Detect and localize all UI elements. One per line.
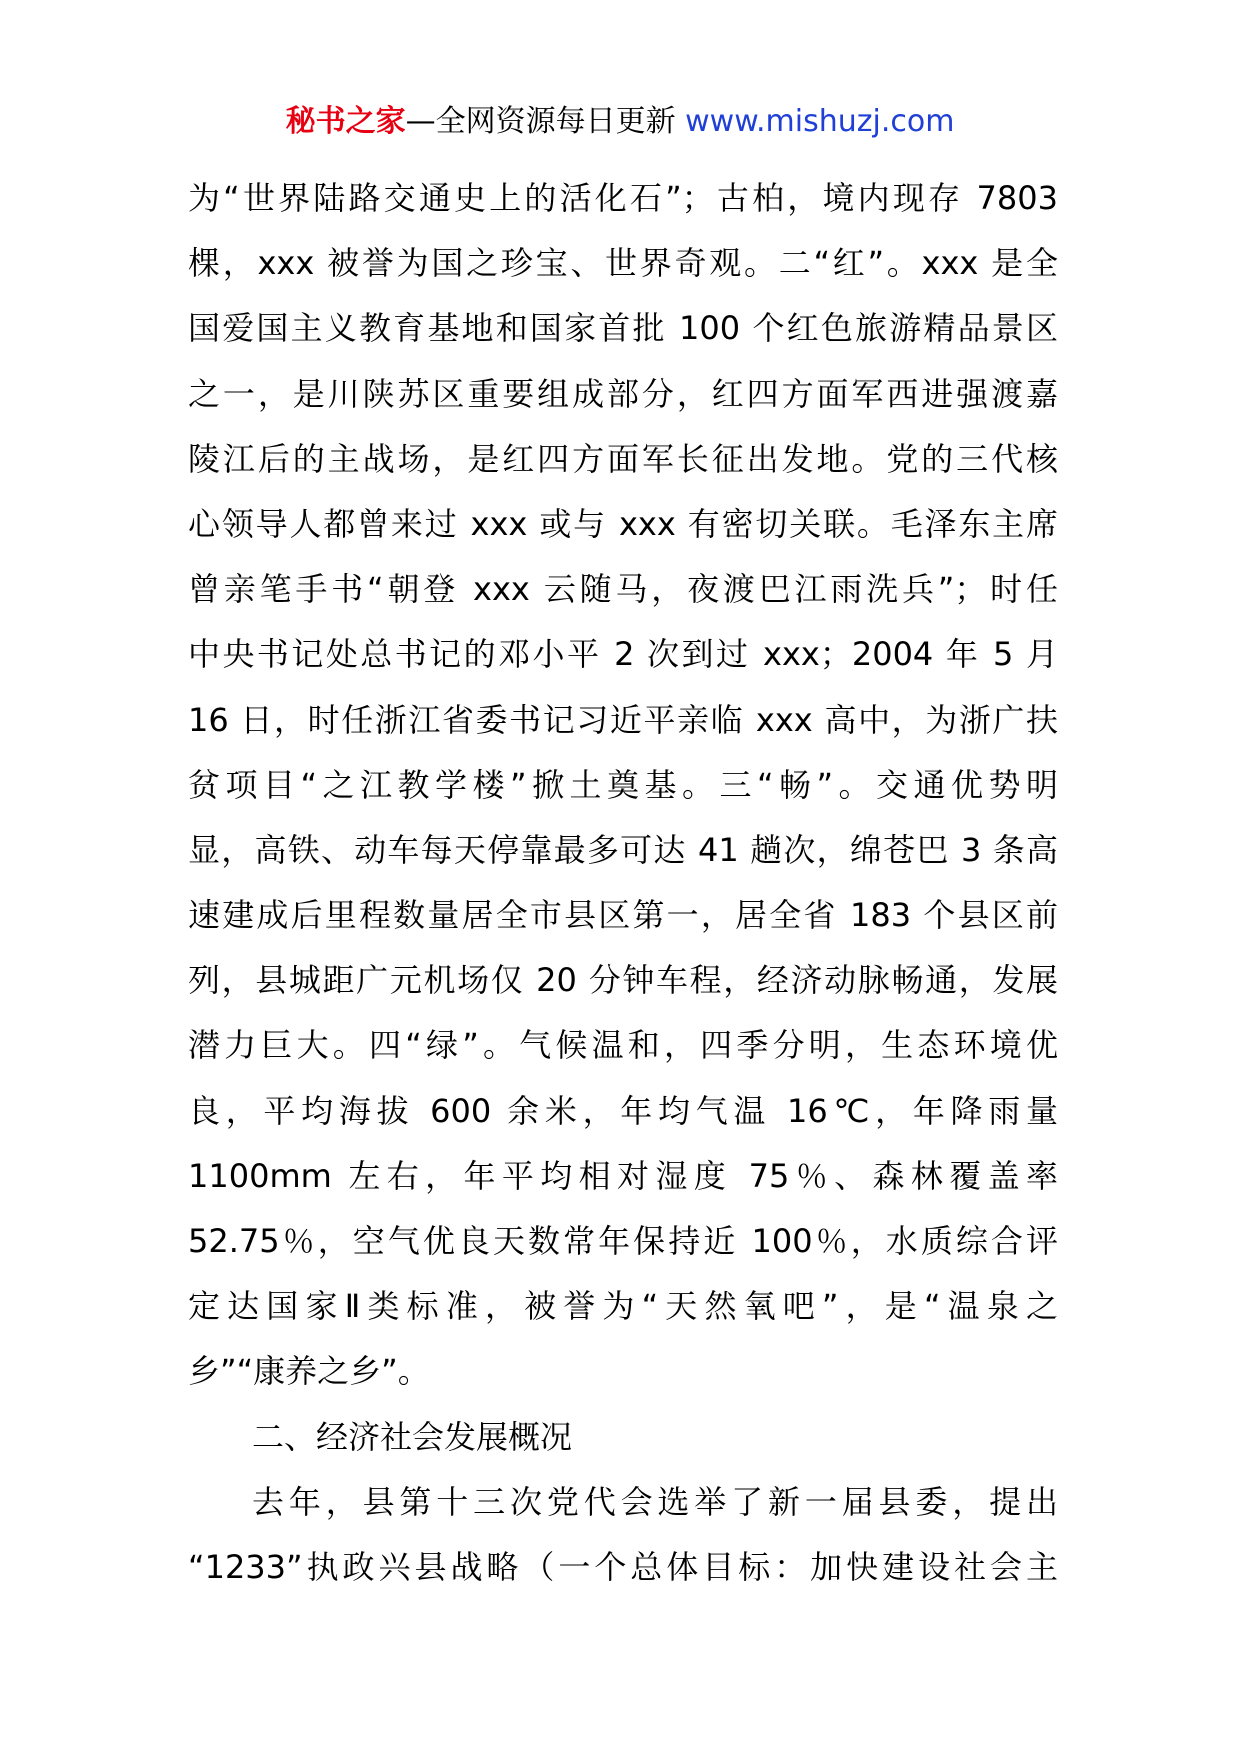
text-line: 列，县城距广元机场仅 20 分钟车程，经济动脉畅通，发展 — [188, 961, 1058, 1000]
text-line: 乡”“康养之乡”。 — [188, 1352, 430, 1391]
document-body — [188, 166, 1058, 1600]
text-line: 中央书记处总书记的邓小平 2 次到过 xxx；2004 年 5 月 — [188, 635, 1058, 674]
section-heading: 二、经济社会发展概况 — [252, 1417, 573, 1456]
header-slogan: —全网资源每日更新 — [405, 104, 676, 139]
text-line: 曾亲笔手书“朝登 xxx 云随马，夜渡巴江雨洗兵”；时任 — [188, 570, 1058, 609]
text-line: 棵，xxx 被誉为国之珍宝、世界奇观。二“红”。xxx 是全 — [188, 244, 1058, 283]
text-line: 16 日，时任浙江省委书记习近平亲临 xxx 高中，为浙广扶 — [188, 700, 1058, 739]
text-line: 52.75％，空气优良天数常年保持近 100％，水质综合评 — [188, 1222, 1058, 1260]
text-line: 显，高铁、动车每天停靠最多可达 41 趟次，绵苍巴 3 条高 — [188, 830, 1058, 869]
text-line: 潜力巨大。四“绿”。气候温和，四季分明，生态环境优 — [188, 1026, 1058, 1065]
brand-name: 秘书之家 — [285, 104, 406, 139]
text-line: 为“世界陆路交通史上的活化石”；古柏，境内现存 7803 — [188, 179, 1058, 217]
text-line: 陵江后的主战场，是红四方面军长征出发地。党的三代核 — [188, 439, 1058, 478]
site-url-link[interactable]: www.mishuzj.com — [685, 104, 955, 139]
text-line: 心领导人都曾来过 xxx 或与 xxx 有密切关联。毛泽东主席 — [188, 504, 1058, 543]
text-line: 1100mm 左右，年平均相对湿度 75％、森林覆盖率 — [188, 1156, 1058, 1195]
site-header — [0, 100, 1240, 144]
text-line: 定达国家Ⅱ类标准，被誉为“天然氧吧”，是“温泉之 — [188, 1287, 1058, 1326]
text-line: 国爱国主义教育基地和国家首批 100 个红色旅游精品景区 — [188, 309, 1058, 348]
text-line: 速建成后里程数量居全市县区第一，居全省 183 个县区前 — [188, 896, 1058, 935]
text-line: 良，平均海拔 600 余米，年均气温 16℃，年降雨量 — [188, 1091, 1058, 1130]
text-line: “1233”执政兴县战略（一个总体目标：加快建设社会主 — [188, 1547, 1058, 1586]
text-line: 之一，是川陕苏区重要组成部分，红四方面军西进强渡嘉 — [188, 374, 1058, 413]
text-line: 贫项目“之江教学楼”掀土奠基。三“畅”。交通优势明 — [188, 765, 1058, 804]
text-line: 去年，县第十三次党代会选举了新一届县委，提出 — [252, 1482, 1058, 1521]
